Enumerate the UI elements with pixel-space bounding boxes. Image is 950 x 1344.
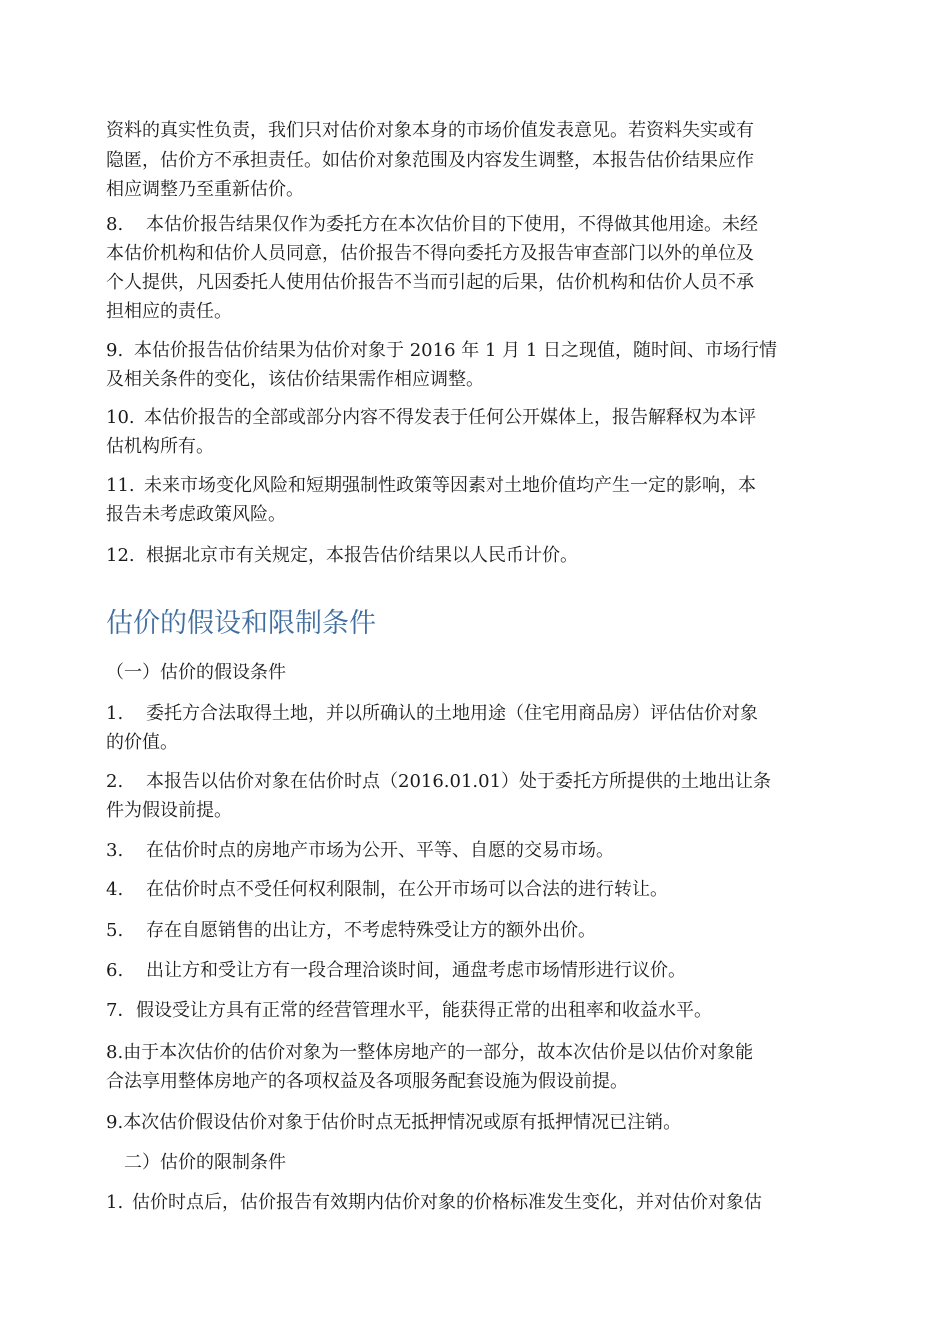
- clause-line: 及相关条件的变化，该估价结果需作相应调整。: [106, 369, 484, 390]
- limitation-1: [106, 1190, 762, 1216]
- item-text: 由于本次估价的估价对象为一整体房地产的一部分，故本次估价是以估价对象能: [123, 1042, 754, 1063]
- assumption-4: [106, 877, 668, 903]
- assumptions-subtitle: （一）估价的假设条件: [106, 662, 286, 683]
- item-number: 6.: [106, 960, 124, 981]
- item-number: 3.: [106, 840, 124, 861]
- item-line: 合法享用整体房地产的各项权益及各项服务配套设施为假设前提。: [106, 1071, 628, 1092]
- item-text: 假设受让方具有正常的经营管理水平，能获得正常的出租率和收益水平。: [136, 1000, 712, 1021]
- clause-11: [106, 473, 756, 499]
- item-number: 4.: [106, 879, 124, 900]
- item-text: 委托方合法取得土地，并以所确认的土地用途（住宅用商品房）评估估价对象: [146, 703, 758, 724]
- clause-line: 本估价机构和估价人员同意，估价报告不得向委托方及报告审查部门以外的单位及: [106, 243, 754, 264]
- item-line: 的价值。: [106, 732, 178, 753]
- clause-number: 8.: [106, 214, 124, 235]
- item-text: 本次估价假设估价对象于估价时点无抵押情况或原有抵押情况已注销。: [123, 1112, 682, 1133]
- item-text: 在估价时点不受任何权利限制，在公开市场可以合法的进行转让。: [146, 879, 668, 900]
- clause-number: 10.: [106, 407, 135, 428]
- clause-8: [106, 212, 758, 238]
- clause-number: 9.: [106, 340, 124, 361]
- item-text: 本报告以估价对象在估价时点（2016.01.01）处于委托方所提供的土地出让条: [146, 771, 772, 792]
- assumption-7: [106, 998, 712, 1024]
- item-text: 存在自愿销售的出让方，不考虑特殊受让方的额外出价。: [146, 920, 596, 941]
- item-text: 估价时点后，估价报告有效期内估价对象的价格标准发生变化，并对估价对象估: [132, 1192, 762, 1213]
- item-number: 8.: [106, 1042, 124, 1063]
- clause-number: 11.: [106, 475, 135, 496]
- item-number: 1.: [106, 703, 124, 724]
- intro-line: 隐匿，估价方不承担责任。如估价对象范围及内容发生调整，本报告估价结果应作: [106, 150, 754, 171]
- item-number: 2.: [106, 771, 124, 792]
- assumption-3: [106, 838, 614, 864]
- assumption-9: [106, 1110, 681, 1136]
- item-number: 5.: [106, 920, 124, 941]
- clause-9: [106, 338, 777, 364]
- clause-text: 未来市场变化风险和短期强制性政策等因素对土地价值均产生一定的影响，本: [144, 475, 756, 496]
- assumption-2: [106, 769, 771, 795]
- clause-line: 个人提供，凡因委托人使用估价报告不当而引起的后果，估价机构和估价人员不承: [106, 272, 754, 293]
- clause-text: 本估价报告估价结果为估价对象于 2016 年 1 月 1 日之现值，随时间、市场行情: [134, 340, 778, 361]
- clause-12: [106, 543, 578, 569]
- item-number: 7．: [106, 1000, 136, 1021]
- clause-text: 本估价报告结果仅作为委托方在本次估价目的下使用，不得做其他用途。未经: [146, 214, 758, 235]
- clause-text: 本估价报告的全部或部分内容不得发表于任何公开媒体上，报告解释权为本评: [144, 407, 756, 428]
- item-text: 在估价时点的房地产市场为公开、平等、自愿的交易市场。: [146, 840, 614, 861]
- intro-line: 相应调整乃至重新估价。: [106, 179, 304, 200]
- clause-line: 估机构所有。: [106, 436, 214, 457]
- clause-text: 根据北京市有关规定，本报告估价结果以人民币计价。: [146, 545, 578, 566]
- assumption-8: [106, 1040, 753, 1066]
- item-line: 件为假设前提。: [106, 800, 232, 821]
- item-number: 9.: [106, 1112, 124, 1133]
- clause-line: 报告未考虑政策风险。: [106, 504, 286, 525]
- intro-line: 资料的真实性负责，我们只对估价对象本身的市场价值发表意见。若资料失实或有: [106, 120, 754, 141]
- assumption-6: [106, 958, 686, 984]
- assumption-5: [106, 918, 596, 944]
- item-number: 1.: [106, 1192, 124, 1213]
- clause-number: 12.: [106, 545, 135, 566]
- limitations-subtitle: 二）估价的限制条件: [124, 1152, 286, 1173]
- clause-10: [106, 405, 756, 431]
- item-text: 出让方和受让方有一段合理洽谈时间，通盘考虑市场情形进行议价。: [146, 960, 686, 981]
- clause-line: 担相应的责任。: [106, 301, 232, 322]
- assumption-1: [106, 701, 758, 727]
- section-title: 估价的假设和限制条件: [106, 608, 376, 639]
